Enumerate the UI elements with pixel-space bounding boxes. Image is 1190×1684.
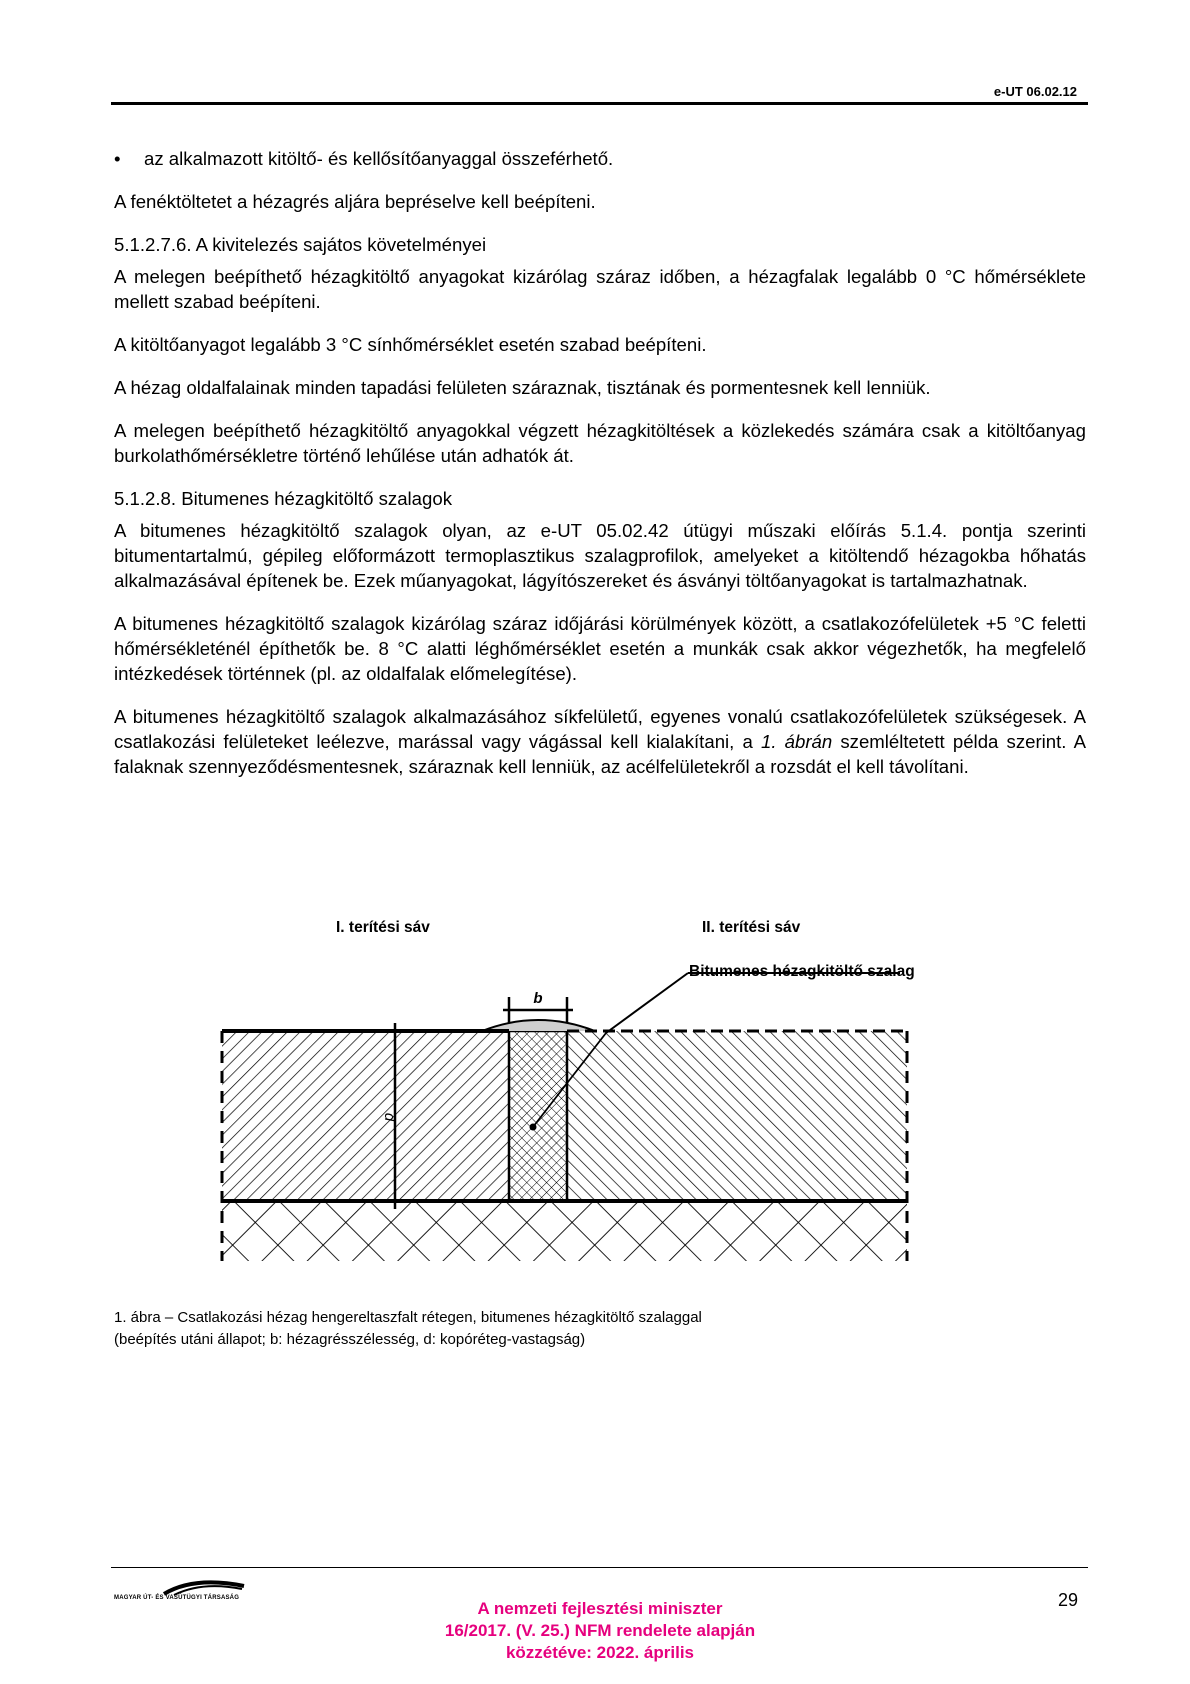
paragraph: A kitöltőanyagot legalább 3 °C sínhőmérséklet esetén szabad beépíteni. [114,334,707,355]
paragraph-text: szemléltetett példa szerint. A falaknak szennyeződésmentesnek, száraznak kell lenniük, az acélfelületekről a rozsdát el kell távolítani. [114,731,1086,777]
paragraph: A hézag oldalfalainak minden tapadási felületen száraznak, tisztának és pormentesnek kell lenniük. [114,377,931,398]
document-code: e-UT 06.02.12 [993,84,1077,99]
page-body [114,146,1086,797]
section-heading: 5.1.2.7.6. A kivitelezés sajátos követelményei [114,234,487,255]
section-heading: 5.1.2.8. Bitumenes hézagkitöltő szalagok [114,488,452,509]
logo-swoosh-icon [114,1578,264,1596]
paragraph [114,704,1086,779]
paragraph-text: A bitumenes hézagkitöltő szalagok alkalmazásához síkfelületű, egyenes vonalú csatlakozófelületek szükségesek. A csatlakozási felületeket leélezve, marással vagy vágással kell kialakítani, a [114,706,1086,752]
lane-1-label: I. terítési sáv [336,919,430,936]
header-rule [111,102,1088,105]
note-line: közzétéve: 2022. április [505,1643,695,1662]
paragraph: A fenéktöltetet a hézagrés aljára bepréselve kell beépíteni. [114,191,596,212]
joint-diagram [210,905,920,1265]
cross-section-drawing [210,905,920,1265]
caption-line: (beépítés utáni állapot; b: hézagrésszélesség, d: kopóréteg-vastagság) [114,1331,586,1348]
note-line: A nemzeti fejlesztési miniszter [477,1599,723,1618]
figure-reference: 1. ábrán [760,731,833,752]
d-dimension-label: d [381,1112,398,1122]
logo-text: MAGYAR ÚT- ÉS VASÚTÜGYI TÁRSASÁG [114,1595,240,1601]
figure-caption [114,1307,702,1351]
paragraph: A melegen beépíthető hézagkitöltő anyagokkal végzett hézagkitöltések a közlekedés számára csak a kitöltőanyag burkolathőmérsékletre történő lehűlése után adhatók át. [114,420,1086,466]
bullet-dot: • [114,148,121,169]
tape-leader-line [606,973,688,1033]
lane-2-label: II. terítési sáv [702,919,801,936]
paragraph: A melegen beépíthető hézagkitöltő anyagokat kizárólag száraz időben, a hézagfalak legalább 0 °C hőmérséklete mellett szabad beépíteni. [114,266,1086,312]
bullet-text: az alkalmazott kitöltő- és kellősítőanyaggal összeférhető. [144,148,614,169]
note-line: 16/2017. (V. 25.) NFM rendelete alapján [444,1621,756,1640]
joint-tape [509,1031,567,1201]
footer-rule [111,1567,1088,1568]
bullet-item [114,146,1086,171]
page-number: 29 [1058,1590,1079,1610]
paragraph: A bitumenes hézagkitöltő szalagok olyan, az e-UT 05.02.42 útügyi műszaki előírás 5.1.4. pontja szerinti bitumentartalmú, gépileg előformázott termoplasztikus szalagprofilok, amelyeket a kitöltendő hézagokba hőhatás alkalmazásával építenek be. Ezek műanyagokat, lágyítószereket és ásványi töltőanyagokat is tartalmazhatnak. [114,520,1086,591]
base-layer [222,1201,907,1261]
publication-note [395,1598,805,1664]
organization-logo [114,1578,264,1608]
lane-2-layer [567,1031,907,1201]
paragraph: A bitumenes hézagkitöltő szalagok kizárólag száraz időjárási körülmények között, a csatlakozófelületek +5 °C feletti hőmérsékleténél építhetők be. 8 °C alatti léghőmérséklet esetén a munkák csak akkor végezhetők, ha megfelelő intézkedések történnek (pl. az oldalfalak előmelegítése). [114,613,1086,684]
b-dimension-label: b [533,990,543,1007]
tape-label: Bitumenes hézagkitöltő szalag [689,963,915,980]
leader-dot [530,1124,537,1131]
caption-line: 1. ábra – Csatlakozási hézag hengereltaszfalt rétegen, bitumenes hézagkitöltő szalaggal [114,1309,702,1326]
lane-1-layer [222,1031,509,1201]
